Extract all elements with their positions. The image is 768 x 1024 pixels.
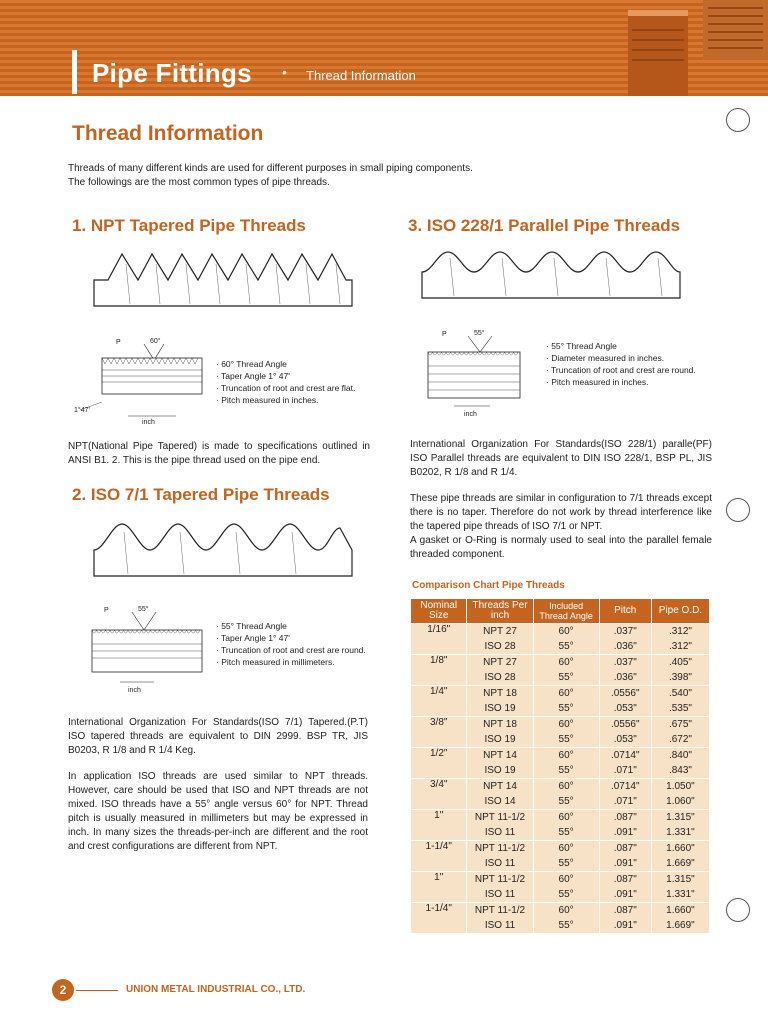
- iso71-thread-profile: [90, 520, 358, 582]
- pitch-cell: .036": [599, 670, 651, 686]
- threads-cell: NPT 18: [467, 686, 533, 702]
- header-title: Pipe Fittings: [92, 58, 252, 88]
- threads-cell: NPT 27: [467, 624, 533, 640]
- iso71-inch-label: inch: [128, 687, 141, 694]
- table-row: [411, 686, 710, 702]
- angle-cell: 55°: [533, 887, 599, 903]
- od-cell: .540": [651, 686, 709, 702]
- od-cell: .675": [651, 717, 709, 733]
- od-cell: .840": [651, 748, 709, 764]
- nominal-size-cell: 1/16": [411, 624, 467, 655]
- iso228-gasket-note: A gasket or O-Ring is normaly used to seal into the parallel female threaded component.: [410, 535, 712, 560]
- table-row: [411, 872, 710, 888]
- angle-cell: 55°: [533, 701, 599, 717]
- table-row: [411, 903, 710, 919]
- threads-cell: ISO 11: [467, 918, 533, 933]
- page-number: 2: [52, 979, 74, 1001]
- od-cell: 1.315": [651, 872, 709, 888]
- npt-description: NPT(National Pipe Tapered) is made to specifications outlined in ANSI B1. 2. This is the pipe thread used on the pipe end.: [68, 441, 370, 466]
- iso228-inch-label: inch: [464, 411, 477, 418]
- header-subtitle: Thread Information: [306, 68, 416, 83]
- angle-cell: 60°: [533, 748, 599, 764]
- threads-cell: NPT 11-1/2: [467, 810, 533, 826]
- iso71-p-label: P: [104, 607, 109, 614]
- angle-cell: 55°: [533, 918, 599, 933]
- pitch-cell: .071": [599, 763, 651, 779]
- pitch-cell: .0714": [599, 748, 651, 764]
- intro-line: Threads of many different kinds are used for different purposes in small piping components.: [68, 163, 473, 174]
- note-item: · Taper Angle 1° 47': [216, 633, 290, 643]
- angle-cell: 60°: [533, 717, 599, 733]
- threads-cell: ISO 11: [467, 825, 533, 841]
- comparison-table: [410, 598, 710, 933]
- note-item: · 55° Thread Angle: [546, 341, 617, 351]
- npt-p-label: P: [116, 339, 121, 346]
- threads-cell: ISO 28: [467, 639, 533, 655]
- threads-cell: NPT 18: [467, 717, 533, 733]
- nominal-size-cell: 1/8": [411, 655, 467, 686]
- pitch-cell: .0556": [599, 717, 651, 733]
- od-cell: .405": [651, 655, 709, 671]
- note-item: · Truncation of root and crest are round.: [546, 365, 696, 375]
- pitch-cell: .053": [599, 732, 651, 748]
- column-header: Nominal Size: [411, 599, 467, 624]
- note-item: · Pitch measured in inches.: [546, 377, 649, 387]
- table-header-row: [411, 599, 710, 624]
- page-title: Thread Information: [72, 122, 264, 145]
- angle-cell: 60°: [533, 872, 599, 888]
- pitch-cell: .091": [599, 918, 651, 933]
- threads-cell: NPT 11-1/2: [467, 841, 533, 857]
- note-item: · 60° Thread Angle: [216, 359, 287, 369]
- table-row: [411, 810, 710, 826]
- angle-cell: 60°: [533, 624, 599, 640]
- pitch-cell: .087": [599, 903, 651, 919]
- nominal-size-cell: 1": [411, 810, 467, 841]
- intro-text: [68, 162, 528, 190]
- angle-cell: 55°: [533, 732, 599, 748]
- pitch-cell: .071": [599, 794, 651, 810]
- iso228-p-label: P: [442, 331, 447, 338]
- comparison-table-body: [411, 624, 710, 934]
- threads-cell: ISO 11: [467, 887, 533, 903]
- nominal-size-cell: 1/2": [411, 748, 467, 779]
- note-item: · Taper Angle 1° 47': [216, 371, 290, 381]
- iso228-notes: [546, 340, 696, 388]
- nominal-size-cell: 1-1/4": [411, 903, 467, 934]
- od-cell: 1.315": [651, 810, 709, 826]
- angle-cell: 60°: [533, 686, 599, 702]
- pitch-cell: .091": [599, 825, 651, 841]
- iso71-angle-label: 55°: [138, 606, 149, 613]
- angle-cell: 60°: [533, 655, 599, 671]
- pitch-cell: .091": [599, 856, 651, 872]
- iso71-thread-detail: [82, 602, 207, 698]
- pitch-cell: .087": [599, 841, 651, 857]
- pipe-fittings-photo: [608, 0, 768, 96]
- page-header: [0, 0, 768, 96]
- binder-hole-icon: [726, 108, 750, 132]
- od-cell: 1.050": [651, 779, 709, 795]
- column-header: Included Thread Angle: [533, 599, 599, 624]
- pitch-cell: .087": [599, 872, 651, 888]
- od-cell: 1.669": [651, 918, 709, 933]
- nominal-size-cell: 1": [411, 872, 467, 903]
- od-cell: .535": [651, 701, 709, 717]
- threads-cell: NPT 27: [467, 655, 533, 671]
- nominal-size-cell: 1/4": [411, 686, 467, 717]
- od-cell: .312": [651, 624, 709, 640]
- iso228-thread-detail: [418, 326, 528, 418]
- iso228-heading: 3. ISO 228/1 Parallel Pipe Threads: [408, 216, 681, 235]
- note-item: · Truncation of root and crest are flat.: [216, 383, 356, 393]
- angle-cell: 60°: [533, 779, 599, 795]
- iso71-heading: 2. ISO 7/1 Tapered Pipe Threads: [72, 485, 330, 504]
- column-header: Pitch: [599, 599, 651, 624]
- angle-cell: 60°: [533, 903, 599, 919]
- od-cell: 1.331": [651, 887, 709, 903]
- od-cell: 1.660": [651, 903, 709, 919]
- od-cell: 1.060": [651, 794, 709, 810]
- pitch-cell: .0714": [599, 779, 651, 795]
- npt-angle-label: 60°: [150, 338, 161, 345]
- od-cell: .843": [651, 763, 709, 779]
- note-item: · Pitch measured in inches.: [216, 395, 319, 405]
- threads-cell: ISO 19: [467, 701, 533, 717]
- comparison-title: Comparison Chart Pipe Threads: [412, 580, 565, 591]
- table-row: [411, 655, 710, 671]
- od-cell: .398": [651, 670, 709, 686]
- header-bar: [72, 50, 77, 94]
- threads-cell: NPT 11-1/2: [467, 903, 533, 919]
- iso71-application: In application ISO threads are used similar to NPT threads. However, care should be used that ISO and NPT threads are not mixed. ISO threads have a 55° angle versus 60° for NPT. Thread pitch is usually measured in millimeters but may be expressed in inch. In many sizes the threads-per-inch are different and the root and crest configurations are different from NPT.: [68, 771, 368, 852]
- table-row: [411, 779, 710, 795]
- od-cell: .312": [651, 639, 709, 655]
- company-name: UNION METAL INDUSTRIAL CO., LTD.: [126, 984, 306, 995]
- table-row: [411, 717, 710, 733]
- threads-cell: NPT 11-1/2: [467, 872, 533, 888]
- pitch-cell: .037": [599, 624, 651, 640]
- iso228-configuration: These pipe threads are similar in configuration to 7/1 threads except there is no taper. Therefore do not work by thread interference like the tapered pipe threads of ISO 7/1 or NPT.: [410, 493, 712, 532]
- iso228-thread-profile: [418, 248, 686, 304]
- iso228-angle-label: 55°: [474, 330, 485, 337]
- od-cell: 1.669": [651, 856, 709, 872]
- iso71-description: International Organization For Standards(ISO 7/1) Tapered.(P.T) ISO tapered threads are equivalent to DIN 2999. BSP TR, JIS B0203, R 1/8 and R 1/4 Keg.: [68, 717, 368, 756]
- angle-cell: 55°: [533, 763, 599, 779]
- pitch-cell: .091": [599, 887, 651, 903]
- pitch-cell: .053": [599, 701, 651, 717]
- threads-cell: NPT 14: [467, 779, 533, 795]
- od-cell: 1.660": [651, 841, 709, 857]
- nominal-size-cell: 3/8": [411, 717, 467, 748]
- od-cell: .672": [651, 732, 709, 748]
- threads-cell: ISO 11: [467, 856, 533, 872]
- pitch-cell: .036": [599, 639, 651, 655]
- note-item: · Truncation of root and crest are round.: [216, 645, 366, 655]
- binder-hole-icon: [726, 898, 750, 922]
- note-item: · 55° Thread Angle: [216, 621, 287, 631]
- header-separator: •: [282, 64, 287, 80]
- angle-cell: 55°: [533, 825, 599, 841]
- threads-cell: NPT 14: [467, 748, 533, 764]
- table-row: [411, 841, 710, 857]
- iso228-description: International Organization For Standards(ISO 228/1) paralle(PF) ISO Parallel threads are equivalent to DIN ISO 228/1, BSP PL, JIS B0202, R 1/8 and R 1/4.: [410, 439, 712, 478]
- od-cell: 1.331": [651, 825, 709, 841]
- iso71-notes: [216, 620, 366, 668]
- column-header: Pipe O.D.: [651, 599, 709, 624]
- npt-inch-label: inch: [142, 419, 155, 426]
- nominal-size-cell: 3/4": [411, 779, 467, 810]
- angle-cell: 60°: [533, 841, 599, 857]
- threads-cell: ISO 19: [467, 732, 533, 748]
- npt-notes: [216, 358, 355, 406]
- npt-thread-detail: [72, 334, 207, 426]
- npt-taper-label: 1°47': [74, 407, 90, 414]
- note-item: · Pitch measured in millimeters.: [216, 657, 335, 667]
- angle-cell: 60°: [533, 810, 599, 826]
- threads-cell: ISO 19: [467, 763, 533, 779]
- pitch-cell: .0556": [599, 686, 651, 702]
- table-row: [411, 748, 710, 764]
- npt-heading: 1. NPT Tapered Pipe Threads: [72, 216, 306, 235]
- intro-line: The followings are the most common types of pipe threads.: [68, 177, 330, 188]
- pitch-cell: .037": [599, 655, 651, 671]
- binder-hole-icon: [726, 498, 750, 522]
- table-row: [411, 624, 710, 640]
- angle-cell: 55°: [533, 670, 599, 686]
- footer-divider: [76, 990, 118, 991]
- note-item: · Diameter measured in inches.: [546, 353, 665, 363]
- angle-cell: 55°: [533, 639, 599, 655]
- angle-cell: 55°: [533, 856, 599, 872]
- angle-cell: 55°: [533, 794, 599, 810]
- npt-thread-profile: [90, 250, 358, 312]
- nominal-size-cell: 1-1/4": [411, 841, 467, 872]
- column-header: Threads Per inch: [467, 599, 533, 624]
- threads-cell: ISO 28: [467, 670, 533, 686]
- pitch-cell: .087": [599, 810, 651, 826]
- threads-cell: ISO 14: [467, 794, 533, 810]
